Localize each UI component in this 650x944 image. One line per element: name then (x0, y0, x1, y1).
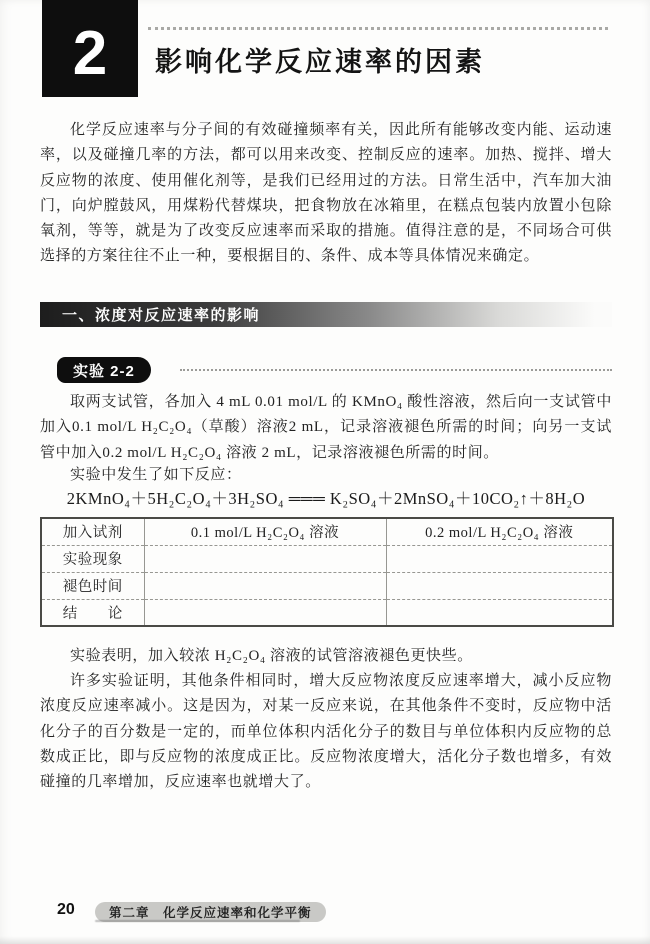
reaction-intro: 实验中发生了如下反应： (70, 467, 242, 483)
experiment-badge (57, 357, 151, 383)
fading-time-a (144, 572, 386, 599)
intro-paragraph: 化学反应速率与分子间的有效碰撞频率有关，因此所有能够改变内能、运动速率，以及碰撞几率的方法，都可以用来改变、控制反应的速率。加热、搅拌、增大反应物的浓度、使用催化剂等，是我们已经用过的方法。日常生活中，汽车加大油门，向炉膛鼓风，用煤粉代替煤块，把食物放在冰箱里，在糕点包装内放置小包除氧剂，等等，就是为了改变反应速率而采取的措施。值得注意的是，不同场合可供选择的方案往往不止一种，要根据目的、条件、成本等具体情况来确定。 (40, 122, 612, 265)
experiment-badge-label: 实验 2-2 (73, 362, 135, 380)
chapter-footer-pill (95, 902, 326, 922)
chemical-equation: 2KMnO₄＋5H₂C₂O₄＋3H₂SO₄ ═══ K₂SO₄＋2MnSO₄＋10CO₂↑＋8H₂O (66, 489, 586, 508)
section-heading-bar (40, 302, 612, 327)
chapter-number: 2 (72, 18, 108, 88)
experiment-dotted-rule (180, 369, 612, 371)
table-row (41, 572, 613, 599)
table-row (41, 518, 613, 545)
chapter-footer-label: 第二章 化学反应速率和化学平衡 (109, 906, 312, 920)
page-number: 20 (57, 901, 75, 918)
row-label-fading-time: 褪色时间 (41, 572, 144, 599)
fading-time-b (386, 572, 613, 599)
reagent-b: 0.2 mol/L H₂C₂O₄ 溶液 (386, 518, 613, 545)
row-label-phenomenon: 实验现象 (41, 545, 144, 572)
page-title: 影响化学反应速率的因素 (155, 47, 485, 77)
scan-smudge-line (95, 920, 300, 922)
row-label-conclusion: 结 论 (41, 599, 144, 626)
phenomenon-b (386, 545, 613, 572)
experiment-table (40, 517, 614, 627)
row-label-reagent: 加入试剂 (41, 518, 144, 545)
section-heading: 一、浓度对反应速率的影响 (62, 307, 261, 324)
experiment-procedure: 取两支试管，各加入 4 mL 0.01 mol/L 的 KMnO₄ 酸性溶液，然后向一支试管中加入0.1 mol/L H₂C₂O₄（草酸）溶液2 mL，记录溶液褪色所需的时间；向另一支试管中加入0.2 mol/L H₂C₂O₄ 溶液 2 mL，记录溶液褪色所需的时间。 (40, 394, 612, 461)
table-row (41, 599, 613, 626)
conclusion-a (144, 599, 386, 626)
chapter-number-box (42, 0, 138, 97)
header-dotted-rule (148, 27, 608, 30)
conclusion-b (386, 599, 613, 626)
phenomenon-a (144, 545, 386, 572)
explanation-paragraph: 许多实验证明，其他条件相同时，增大反应物浓度反应速率增大，减小反应物浓度反应速率减小。这是因为，对某一反应来说，在其他条件不变时，反应物中活化分子的百分数是一定的，而单位体积内活化分子的数目与单位体积内反应物的总数成正比，即与反应物的浓度成正比。反应物浓度增大，活化分子数也增多，有效碰撞的几率增加，反应速率也就增大了。 (40, 673, 612, 791)
result-paragraph: 实验表明，加入较浓 H₂C₂O₄ 溶液的试管溶液褪色更快些。 (70, 648, 473, 664)
reagent-a: 0.1 mol/L H₂C₂O₄ 溶液 (144, 518, 386, 545)
table-row (41, 545, 613, 572)
scan-bottom-shadow (0, 936, 650, 944)
